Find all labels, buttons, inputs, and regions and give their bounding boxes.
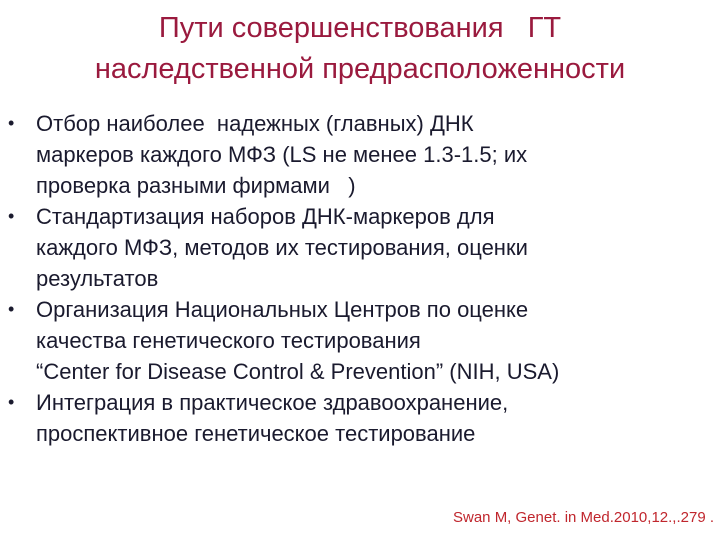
bullet-item-integration: [0, 387, 720, 449]
bullet-item-national-centers: [0, 294, 720, 356]
slide-title-line-2: наследственной предрасположенности: [94, 53, 626, 85]
bullet-line: Стандартизация наборов ДНК-маркеров для: [36, 204, 495, 229]
bullet-item-marker-selection: [0, 108, 720, 201]
bullet-dot-icon: •: [8, 206, 15, 226]
bullet-line: проверка разными фирмами ): [36, 173, 356, 198]
bullet-line: Отбор наиболее надежных (главных) ДНК: [36, 111, 474, 136]
slide-title: [0, 8, 720, 90]
bullet-list: [0, 108, 720, 449]
bullet-line: Организация Национальных Центров по оценке: [36, 297, 529, 322]
bullet-dot-icon: •: [8, 392, 15, 412]
bullet-line: результатов: [36, 266, 159, 291]
bullet-line: Интеграция в практическое здравоохранение,: [36, 390, 509, 415]
cdc-reference-line: “Center for Disease Control & Prevention” (NIH, USA): [36, 359, 560, 384]
bullet-line: проспективное генетическое тестирование: [36, 421, 476, 446]
bullet-dot-icon: •: [8, 299, 15, 319]
slide-title-line-1: Пути совершенствования ГТ: [158, 12, 562, 44]
bullet-item-standardization: [0, 201, 720, 294]
bullet-line: каждого МФЗ, методов их тестирования, оценки: [36, 235, 528, 260]
bullet-dot-icon: •: [8, 113, 15, 133]
citation: Swan M, Genet. in Med.2010,12.,.279 .: [453, 509, 714, 526]
bullet-line: качества генетического тестирования: [36, 328, 421, 353]
bullet-line: маркеров каждого МФЗ (LS не менее 1.3-1.5; их: [36, 142, 528, 167]
